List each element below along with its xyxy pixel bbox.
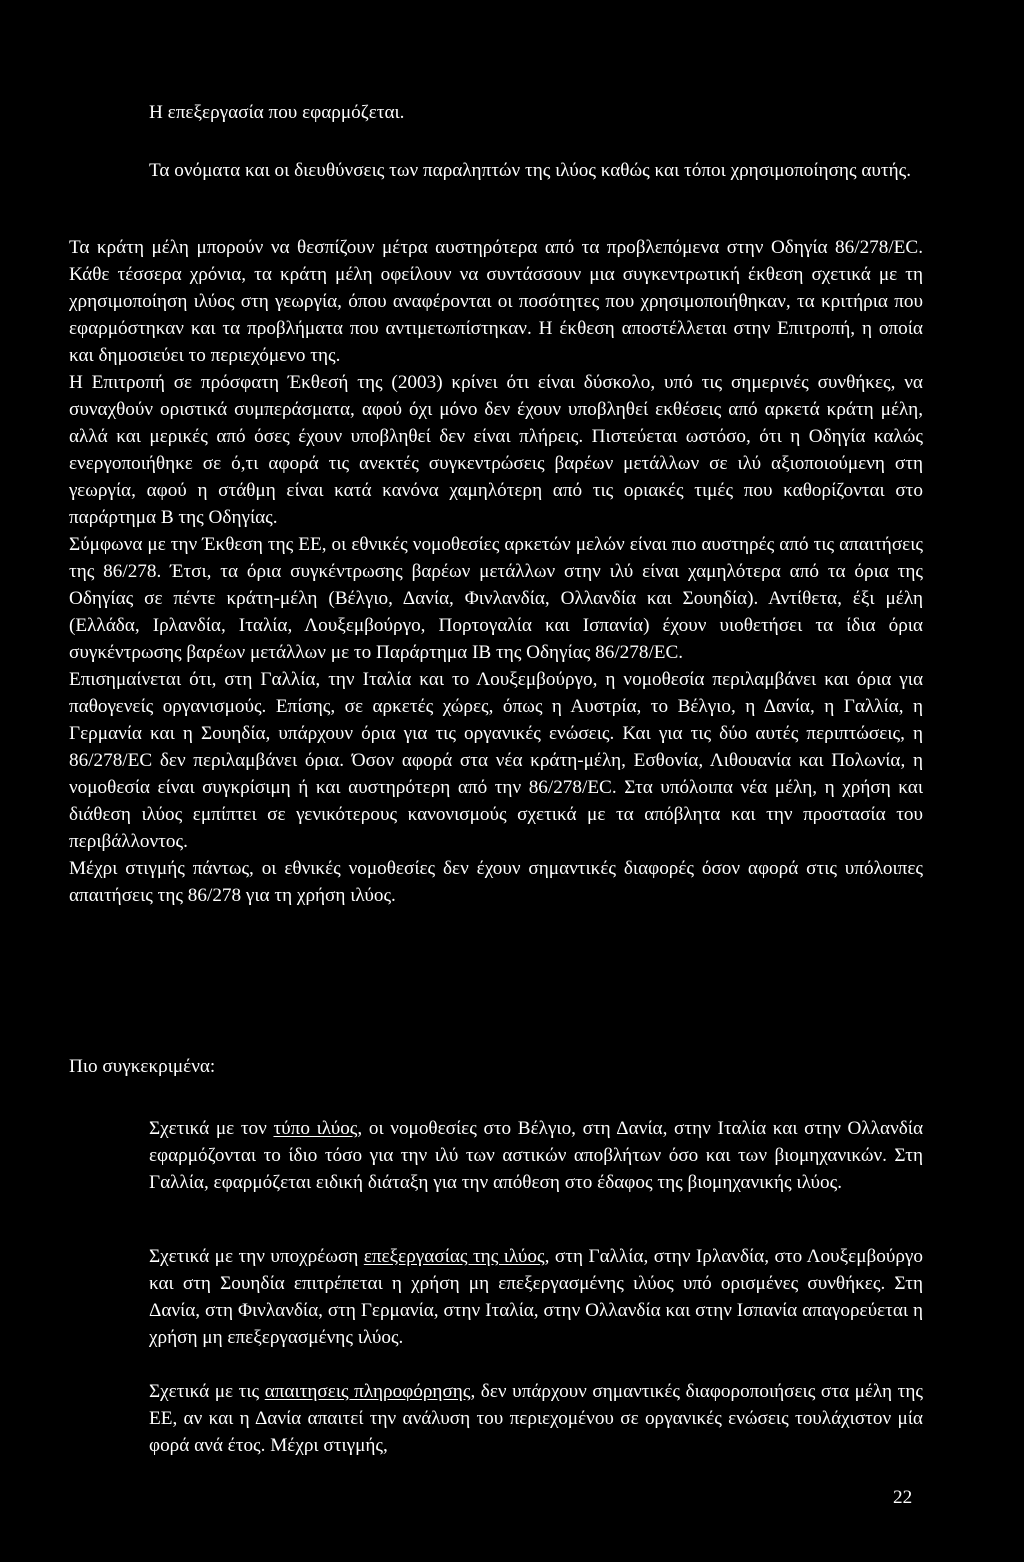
specifics-heading: Πιο συγκεκριμένα:	[69, 1056, 216, 1077]
specific-item-information	[149, 1378, 923, 1459]
list-item-processing: Η επεξεργασία που εφαρμόζεται.	[149, 102, 405, 123]
specific-item-text: , δεν υπάρχουν σημαντικές διαφοροποιήσεις στα μέλη της ΕΕ, αν και η Δανία απαιτεί την ανάλυση του περιεχομένου σε οργανικές ενώσεις τουλάχιστον μία φορά ανά έτος. Μέχρι στιγμής,	[149, 1381, 923, 1456]
body-paragraph-conclusion: Μέχρι στιγμής πάντως, οι εθνικές νομοθεσίες δεν έχουν σημαντικές διαφορές όσον αφορά στις υπόλοιπες απαιτήσεις της 86/278 για τη χρήση ιλύος.	[69, 858, 923, 906]
specific-item-prefix: Σχετικά με τον	[149, 1118, 274, 1139]
specific-item-term: απαιτησεις πληροφόρησης	[264, 1381, 471, 1402]
body-paragraph-commission-report: Η Επιτροπή σε πρόσφατη Έκθεσή της (2003) κρίνει ότι είναι δύσκολο, υπό τις σημερινές συνθήκες, να συναχθούν οριστικά συμπεράσματα, αφού όχι μόνο δεν έχουν υποβληθεί εκθέσεις από αρκετά κράτη μέλη, αλλά και μερικές από όσες έχουν υποβληθεί δεν είναι πλήρεις. Πιστεύεται ωστόσο, ότι η Οδηγία καλώς ενεργοποιήθηκε σε ό,τι αφορά τις ανεκτές συγκεντρώσεις βαρέων μετάλλων σε ιλύ αξιοποιούμενη στη γεωργία, αφού η στάθμη είναι κατά κανόνα χαμηλότερη από τις οριακές τιμές που καθορίζονται στο παράρτημα Β της Οδηγίας.	[69, 372, 923, 528]
specific-item-text: , οι νομοθεσίες στο Βέλγιο, στη Δανία, στην Ιταλία και στην Ολλανδία εφαρμόζονται το ίδιο τόσο για την ιλύ των αστικών αποβλήτων όσο και των βιομηχανικών. Στη Γαλλία, εφαρμόζεται ειδική διάταξη για την απόθεση στο έδαφος της βιομηχανικής ιλύος.	[149, 1118, 924, 1193]
specific-item-treatment	[149, 1243, 923, 1351]
body-paragraph-stricter-measures: Τα κράτη μέλη μπορούν να θεσπίζουν μέτρα αυστηρότερα από τα προβλεπόμενα στην Οδηγία 86/278/ΕC. Κάθε τέσσερα χρόνια, τα κράτη μέλη οφείλουν να συντάσσουν μια συγκεντρωτική έκθεση σχετικά με τη χρησιμοποίηση ιλύος στη γεωργία, όπου αναφέρονται οι ποσότητες που χρησιμοποιήθηκαν, τα κριτήρια που εφαρμόστηκαν και τα προβλήματα που αντιμετωπίστηκαν. Η έκθεση αποστέλλεται στην Επιτροπή, η οποία και δημοσιεύει το περιεχόμενο της.	[69, 237, 923, 366]
list-item-recipients: Τα ονόματα και οι διευθύνσεις των παραληπτών της ιλύος καθώς και τόποι χρησιμοποίησης αυτής.	[149, 160, 912, 181]
specific-item-text: , στη Γαλλία, στην Ιρλανδία, στο Λουξεμβούργο και στη Σουηδία επιτρέπεται η χρήση μη επεξεργασμένης ιλύος υπό ορισμένες συνθήκες. Στη Δανία, στη Φινλανδία, στη Γερμανία, στην Ιταλία, στην Ολλανδία και στην Ισπανία απαγορεύεται η χρήση μη επεξεργασμένης ιλύος.	[149, 1246, 923, 1348]
specific-item-sludge-type	[149, 1115, 923, 1196]
specific-item-term: τύπο ιλύος	[273, 1118, 358, 1139]
specific-item-prefix: Σχετικά με τις	[149, 1381, 265, 1402]
body-paragraph-pathogens: Επισημαίνεται ότι, στη Γαλλία, την Ιταλία και το Λουξεμβούργο, η νομοθεσία περιλαμβάνει και όρια για παθογενείς οργανισμούς. Επίσης, σε αρκετές χώρες, όπως η Αυστρία, το Βέλγιο, η Δανία, η Γαλλία, η Γερμανία και η Σουηδία, υπάρχουν όρια για τις οργανικές ενώσεις. Και για τις δύο αυτές περιπτώσεις, η 86/278/ΕC δεν περιλαμβάνει όρια. Όσον αφορά στα νέα κράτη-μέλη, Εσθονία, Λιθουανία και Πολωνία, η νομοθεσία είναι συγκρίσιμη ή και αυστηρότερη από την 86/278/ΕC. Στα υπόλοιπα νέα μέλη, η χρήση και διάθεση ιλύος εμπίπτει σε γενικότερους κανονισμούς σχετικά με τα απόβλητα και την προστασία του περιβάλλοντος.	[69, 669, 923, 852]
main-body	[69, 234, 923, 909]
specific-item-term: επεξεργασίας της ιλύος	[363, 1246, 545, 1267]
body-paragraph-national-laws: Σύμφωνα με την Έκθεση της ΕΕ, οι εθνικές νομοθεσίες αρκετών μελών είναι πιο αυστηρές από τις απαιτήσεις της 86/278. Έτσι, τα όρια συγκέντρωσης βαρέων μετάλλων στην ιλύ είναι χαμηλότερα από τα όρια της Οδηγίας σε πέντε κράτη-μέλη (Βέλγιο, Δανία, Φινλανδία, Ολλανδία και Σουηδία). Αντίθετα, έξι μέλη (Ελλάδα, Ιρλανδία, Ιταλία, Λουξεμβούργο, Πορτογαλία και Ισπανία) έχουν υιοθετήσει τα ίδια όρια συγκέντρωσης βαρέων μετάλλων με το Παράρτημα ΙΒ της Οδηγίας 86/278/ΕC.	[69, 534, 923, 663]
page-number: 22	[893, 1487, 913, 1508]
specific-item-prefix: Σχετικά με την υποχρέωση	[149, 1246, 364, 1267]
